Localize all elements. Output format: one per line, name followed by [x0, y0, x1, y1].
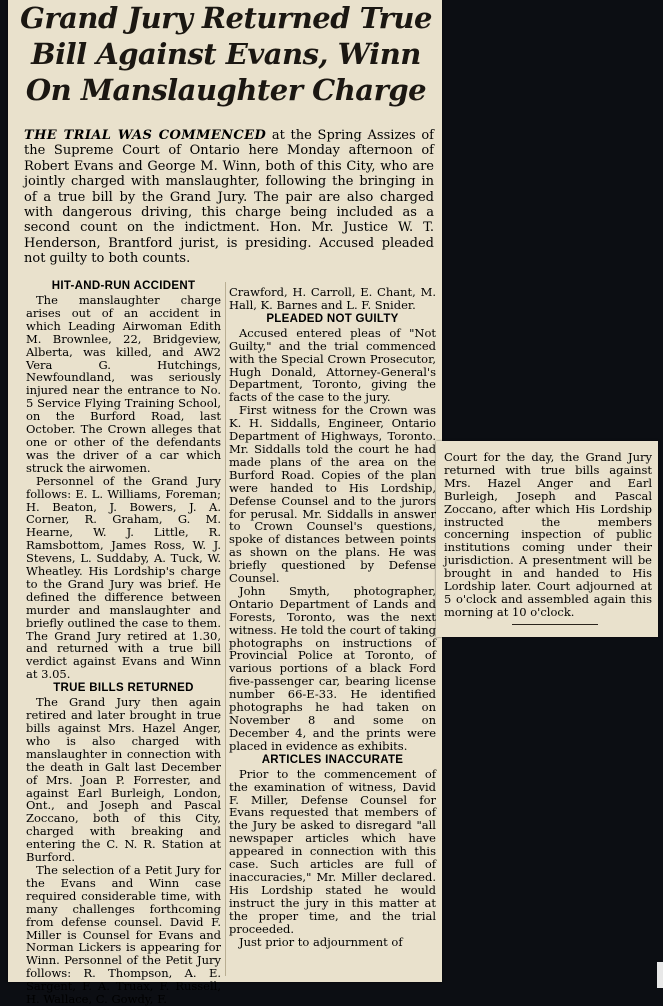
window-edge	[657, 962, 663, 988]
lede-run-in: THE TRIAL WAS COMMENCED	[24, 128, 267, 143]
article-paragraph: John Smyth, photographer, Ontario Department of Lands and Forests, Toronto, was the next witness. He told the court of taking photographs on instructions of Provincial Police at Toronto, of various portions of a black Ford five-passenger car, bearing license number 66-E-33. He identified photographs he had taken on November 8 and some on December 4, and the prints were placed in evidence as exhibits.	[229, 583, 436, 753]
headline	[14, 0, 438, 108]
headline-line-1: Grand Jury Returned True	[20, 1, 432, 35]
lede-text: at the Spring Assizes of the Supreme Court of Ontario here Monday afternoon of Robert Evans and George M. Winn, both of this City, who are jointly charged with manslaughter, following the bringing in of a true bill by the Grand Jury. The pair are also charged with dangerous driving, this charge being included as a second count on the indictment. Hon. Mr. Justice W. T. Henderson, Brantford jurist, is presiding. Accused pleaded not guilty to both counts.	[24, 128, 434, 267]
subhead-true-bills: TRUE BILLS RETURNED	[53, 682, 194, 695]
column-divider	[225, 282, 226, 976]
end-rule	[512, 624, 598, 625]
article-paragraph: The Grand Jury then again retired and later brought in true bills against Mrs. Hazel Anger, who is also charged with manslaughter in connection with the death in Galt last December of Mrs. Joan P. Forrester, and against Earl Burleigh, London, Ont., and Joseph and Pascal Zoccano, both of this City, charged with breaking and entering the C. N. R. Station at Burford.	[26, 695, 221, 865]
article-paragraph: Personnel of the Grand Jury follows: E. L. Williams, Foreman; H. Beaton, J. Bowers, J. A. Corner, R. Graham, G. M. Hearne, W. J. Little, R. Ramsbottom, James Ross, W. J. Stevens, L. Suddaby, A. Tuck, W. Wheatley. His Lordship's charge to the Grand Jury was brief. He defined the difference between murder and manslaughter and briefly outlined the case to them. The Grand Jury retired at 1.30, and returned with a true bill verdict against Evans and Winn at 3.05.	[26, 473, 221, 682]
lede-paragraph	[24, 128, 434, 267]
article-paragraph: Accused entered pleas of "Not Guilty," and the trial commenced with the Special Crown Prosecutor, Hugh Donald, Attorney-General's Department, Toronto, giving the facts of the case to the jury.	[229, 325, 436, 405]
subhead-hit-and-run: HIT-AND-RUN ACCIDENT	[51, 280, 196, 292]
article-paragraph: First witness for the Crown was K. H. Siddalls, Engineer, Ontario Department of Highways, Toronto. Mr. Siddalls told the court he had made plans of the area on the Burford Road. Copies of the plan were handed to His Lordship, Defense Counsel and to the jurors for perusal. Mr. Siddalls in answer to Crown Counsel's questions, spoke of distances between points as shown on the plans. He was briefly questioned by Defense Counsel.	[229, 403, 436, 586]
subhead-not-guilty: PLEADED NOT GUILTY	[266, 312, 399, 325]
article-paragraph: Crawford, H. Carroll, E. Chant, M. Hall, K. Barnes and L. F. Snider.	[229, 285, 436, 312]
article-paragraph: Prior to the commencement of the examination of witness, David F. Miller, Defense Counsel for Evans requested that members of the Jury be asked to disregard "all newspaper articles which have appeared in connection with this case. Such articles are full of inaccuracies," Mr. Miller declared. His Lordship stated he would instruct the jury in this matter at the proper time, and the trial proceeded.	[229, 766, 436, 936]
article-paragraph: The manslaughter charge arises out of an accident in which Leading Airwoman Edith M. Brownlee, 22, Bridgeview, Alberta, was killed, and AW2 Vera G. Hutchings, Newfoundland, was seriously injured near the entrance to No. 5 Service Flying Training School, on the Burford Road, last October. The Crown alleges that one or other of the defendants was the driver of a car which struck the airwomen.	[26, 293, 221, 475]
column-2	[229, 286, 436, 948]
column-1	[26, 279, 221, 1006]
headline-line-2: Bill Against Evans, Winn	[31, 37, 421, 71]
article-paragraph: The selection of a Petit Jury for the Evans and Winn case required considerable time, with many challenges forthcoming from defense counsel. David F. Miller is Counsel for Evans and Norman Lickers is appearing for Winn. Personnel of the Petit Jury follows: R. Thompson, A. E. Sargent, F. A. Truax, F. Russell, H. Wallace, C. Gowdy, F.	[26, 862, 221, 1006]
article-paragraph: Just prior to adjournment of	[239, 934, 403, 949]
column-3-continuation	[444, 451, 652, 619]
subhead-articles-inaccurate: ARTICLES INACCURATE	[261, 753, 404, 766]
headline-line-3: On Manslaughter Charge	[25, 73, 427, 107]
article-paragraph: Court for the day, the Grand Jury returned with true bills against Mrs. Hazel Anger and Earl Burleigh, Joseph and Pascal Zoccano, after which His Lordship instructed the members concerning inspection of public institutions coming under their jurisdiction. A presentment will be brought in and handed to His Lordship later. Court adjourned at 5 o'clock and assembled again this morning at 10 o'clock.	[444, 450, 652, 619]
